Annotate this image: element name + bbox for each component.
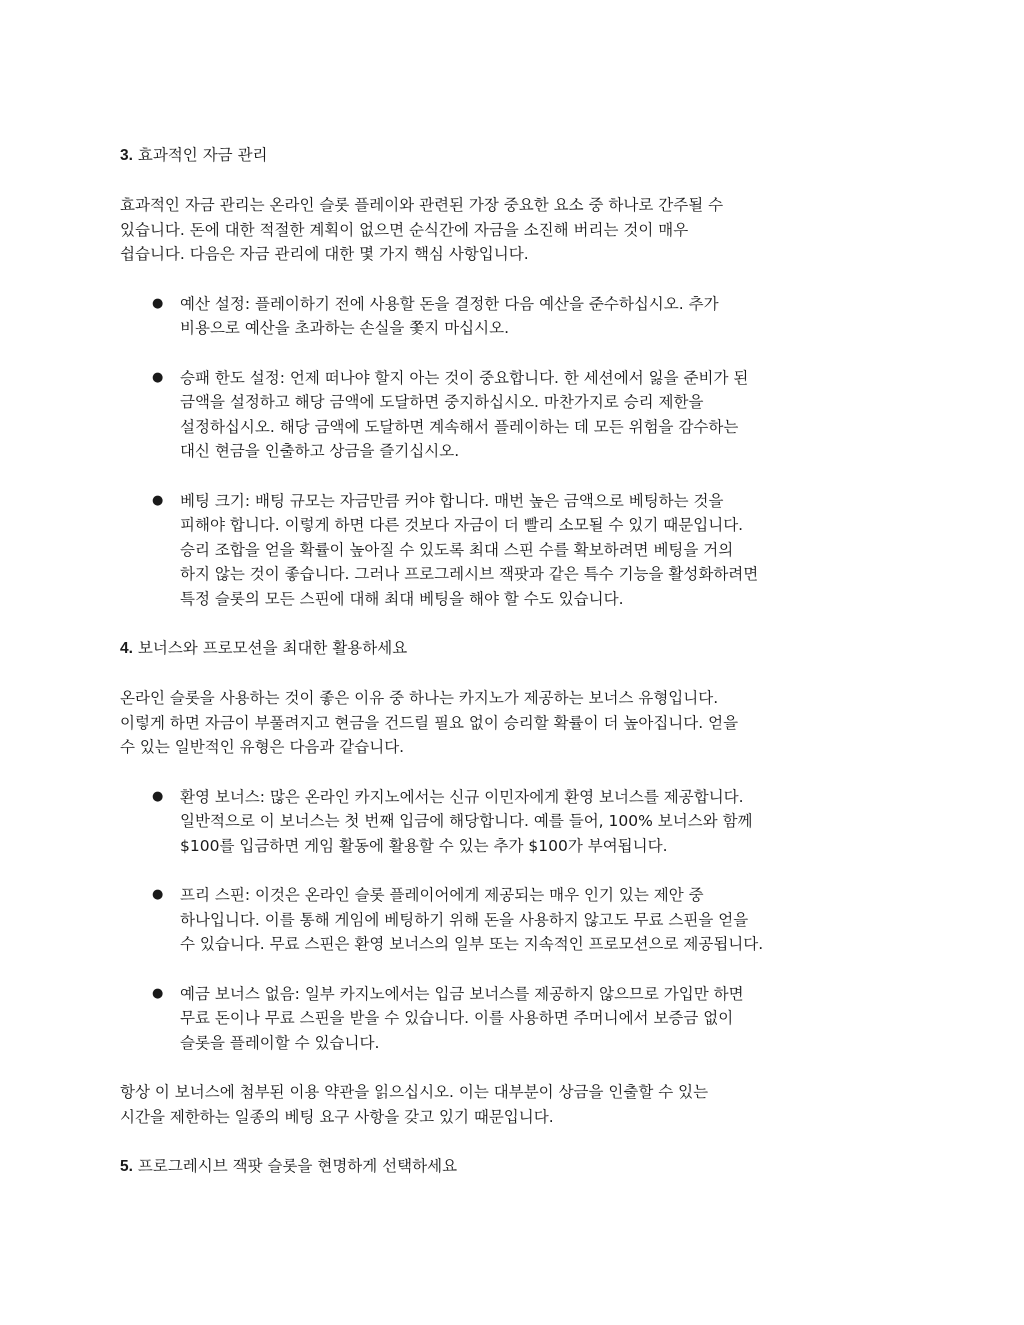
bullet-line: 수 있습니다. 무료 스핀은 환영 보너스의 일부 또는 지속적인 프로모션으로 제공됩니다. bbox=[180, 935, 764, 953]
paragraph bbox=[120, 1080, 910, 1129]
section-number: 3. bbox=[120, 147, 133, 164]
bullet-line: 특정 슬롯의 모든 스핀에 대해 최대 베팅을 해야 할 수도 있습니다. bbox=[180, 589, 624, 608]
bullet-list bbox=[120, 785, 910, 1056]
bullet-icon: ● bbox=[152, 295, 164, 311]
bullet-line: 프리 스핀: 이것은 온라인 슬롯 플레이어에게 제공되는 매우 인기 있는 제안 중 bbox=[180, 886, 704, 904]
bullet-item bbox=[120, 883, 910, 957]
section-number: 4. bbox=[120, 640, 133, 657]
bullet-line: 피해야 합니다. 이렇게 하면 다른 것보다 자금이 더 빨리 소모될 수 있기 때문입니다. bbox=[180, 516, 744, 534]
bullet-line: 설정하십시오. 해당 금액에 도달하면 계속해서 플레이하는 데 모든 위험을 감수하는 bbox=[180, 417, 739, 436]
paragraph-line: 온라인 슬롯을 사용하는 것이 좋은 이유 중 하나는 카지노가 제공하는 보너스 유형입니다. bbox=[120, 689, 719, 707]
paragraph-line: 수 있는 일반적인 유형은 다음과 같습니다. bbox=[120, 738, 405, 756]
section-title: 효과적인 자금 관리 bbox=[137, 146, 268, 164]
paragraph bbox=[120, 686, 910, 760]
bullet-line: 슬롯을 플레이할 수 있습니다. bbox=[180, 1033, 380, 1052]
bullet-line: 하나입니다. 이를 통해 게임에 베팅하기 위해 돈을 사용하지 않고도 무료 스핀을 얻을 bbox=[180, 910, 749, 929]
bullet-line: 환영 보너스: 많은 온라인 카지노에서는 신규 이민자에게 환영 보너스를 제공합니다. bbox=[180, 787, 744, 806]
document-page bbox=[120, 143, 910, 1204]
bullet-line: 승패 한도 설정: 언제 떠나야 할지 아는 것이 중요합니다. 한 세션에서 잃을 준비가 된 bbox=[180, 368, 749, 387]
bullet-line: 일반적으로 이 보너스는 첫 번째 입금에 해당합니다. 예를 들어, 100% 보너스와 함께 bbox=[180, 812, 753, 830]
bullet-icon: ● bbox=[152, 788, 164, 804]
paragraph-line: 있습니다. 돈에 대한 적절한 계획이 없으면 순식간에 자금을 소진해 버리는 것이 매우 bbox=[120, 220, 689, 239]
paragraph-line: 쉽습니다. 다음은 자금 관리에 대한 몇 가지 핵심 사항입니다. bbox=[120, 245, 529, 263]
bullet-line: 승리 조합을 얻을 확률이 높아질 수 있도록 최대 스핀 수를 확보하려면 베팅을 거의 bbox=[180, 540, 734, 559]
bullet-line: 비용으로 예산을 초과하는 손실을 쫓지 마십시오. bbox=[180, 319, 510, 337]
bullet-list bbox=[120, 292, 910, 612]
bullet-line: 금액을 설정하고 해당 금액에 도달하면 중지하십시오. 마찬가지로 승리 제한을 bbox=[180, 393, 704, 411]
section-heading bbox=[120, 1154, 910, 1179]
paragraph-line: 항상 이 보너스에 첨부된 이용 약관을 읽으십시오. 이는 대부분이 상금을 인출할 수 있는 bbox=[120, 1083, 709, 1101]
section-heading bbox=[120, 143, 910, 168]
bullet-icon: ● bbox=[152, 369, 164, 385]
bullet-line: $100를 입금하면 게임 활동에 활용할 수 있는 추가 $100가 부여됩니다. bbox=[180, 836, 668, 855]
paragraph bbox=[120, 193, 910, 267]
bullet-line: 대신 현금을 인출하고 상금을 즐기십시오. bbox=[180, 442, 460, 460]
paragraph-line: 효과적인 자금 관리는 온라인 슬롯 플레이와 관련된 가장 중요한 요소 중 하나로 간주될 수 bbox=[120, 196, 724, 214]
section-number: 5. bbox=[120, 1158, 133, 1175]
bullet-line: 하지 않는 것이 좋습니다. 그러나 프로그레시브 잭팟과 같은 특수 기능을 활성화하려면 bbox=[180, 565, 759, 583]
section-title: 보너스와 프로모션을 최대한 활용하세요 bbox=[137, 639, 408, 657]
paragraph-line: 시간을 제한하는 일종의 베팅 요구 사항을 갖고 있기 때문입니다. bbox=[120, 1107, 554, 1126]
section-heading bbox=[120, 636, 910, 661]
bullet-item bbox=[120, 292, 910, 341]
bullet-icon: ● bbox=[152, 985, 164, 1001]
bullet-item bbox=[120, 785, 910, 859]
paragraph-line: 이렇게 하면 자금이 부풀려지고 현금을 건드릴 필요 없이 승리할 확률이 더 높아집니다. 얻을 bbox=[120, 713, 739, 732]
bullet-line: 예산 설정: 플레이하기 전에 사용할 돈을 결정한 다음 예산을 준수하십시오. 추가 bbox=[180, 294, 719, 313]
bullet-line: 예금 보너스 없음: 일부 카지노에서는 입금 보너스를 제공하지 않으므로 가입만 하면 bbox=[180, 984, 744, 1003]
bullet-line: 무료 돈이나 무료 스핀을 받을 수 있습니다. 이를 사용하면 주머니에서 보증금 없이 bbox=[180, 1009, 734, 1027]
bullet-icon: ● bbox=[152, 492, 164, 508]
section-title: 프로그레시브 잭팟 슬롯을 현명하게 선택하세요 bbox=[137, 1157, 458, 1175]
bullet-item bbox=[120, 982, 910, 1056]
bullet-icon: ● bbox=[152, 887, 164, 902]
bullet-line: 베팅 크기: 배팅 규모는 자금만큼 커야 합니다. 매번 높은 금액으로 베팅하는 것을 bbox=[180, 491, 724, 510]
bullet-item bbox=[120, 489, 910, 612]
bullet-item bbox=[120, 366, 910, 464]
